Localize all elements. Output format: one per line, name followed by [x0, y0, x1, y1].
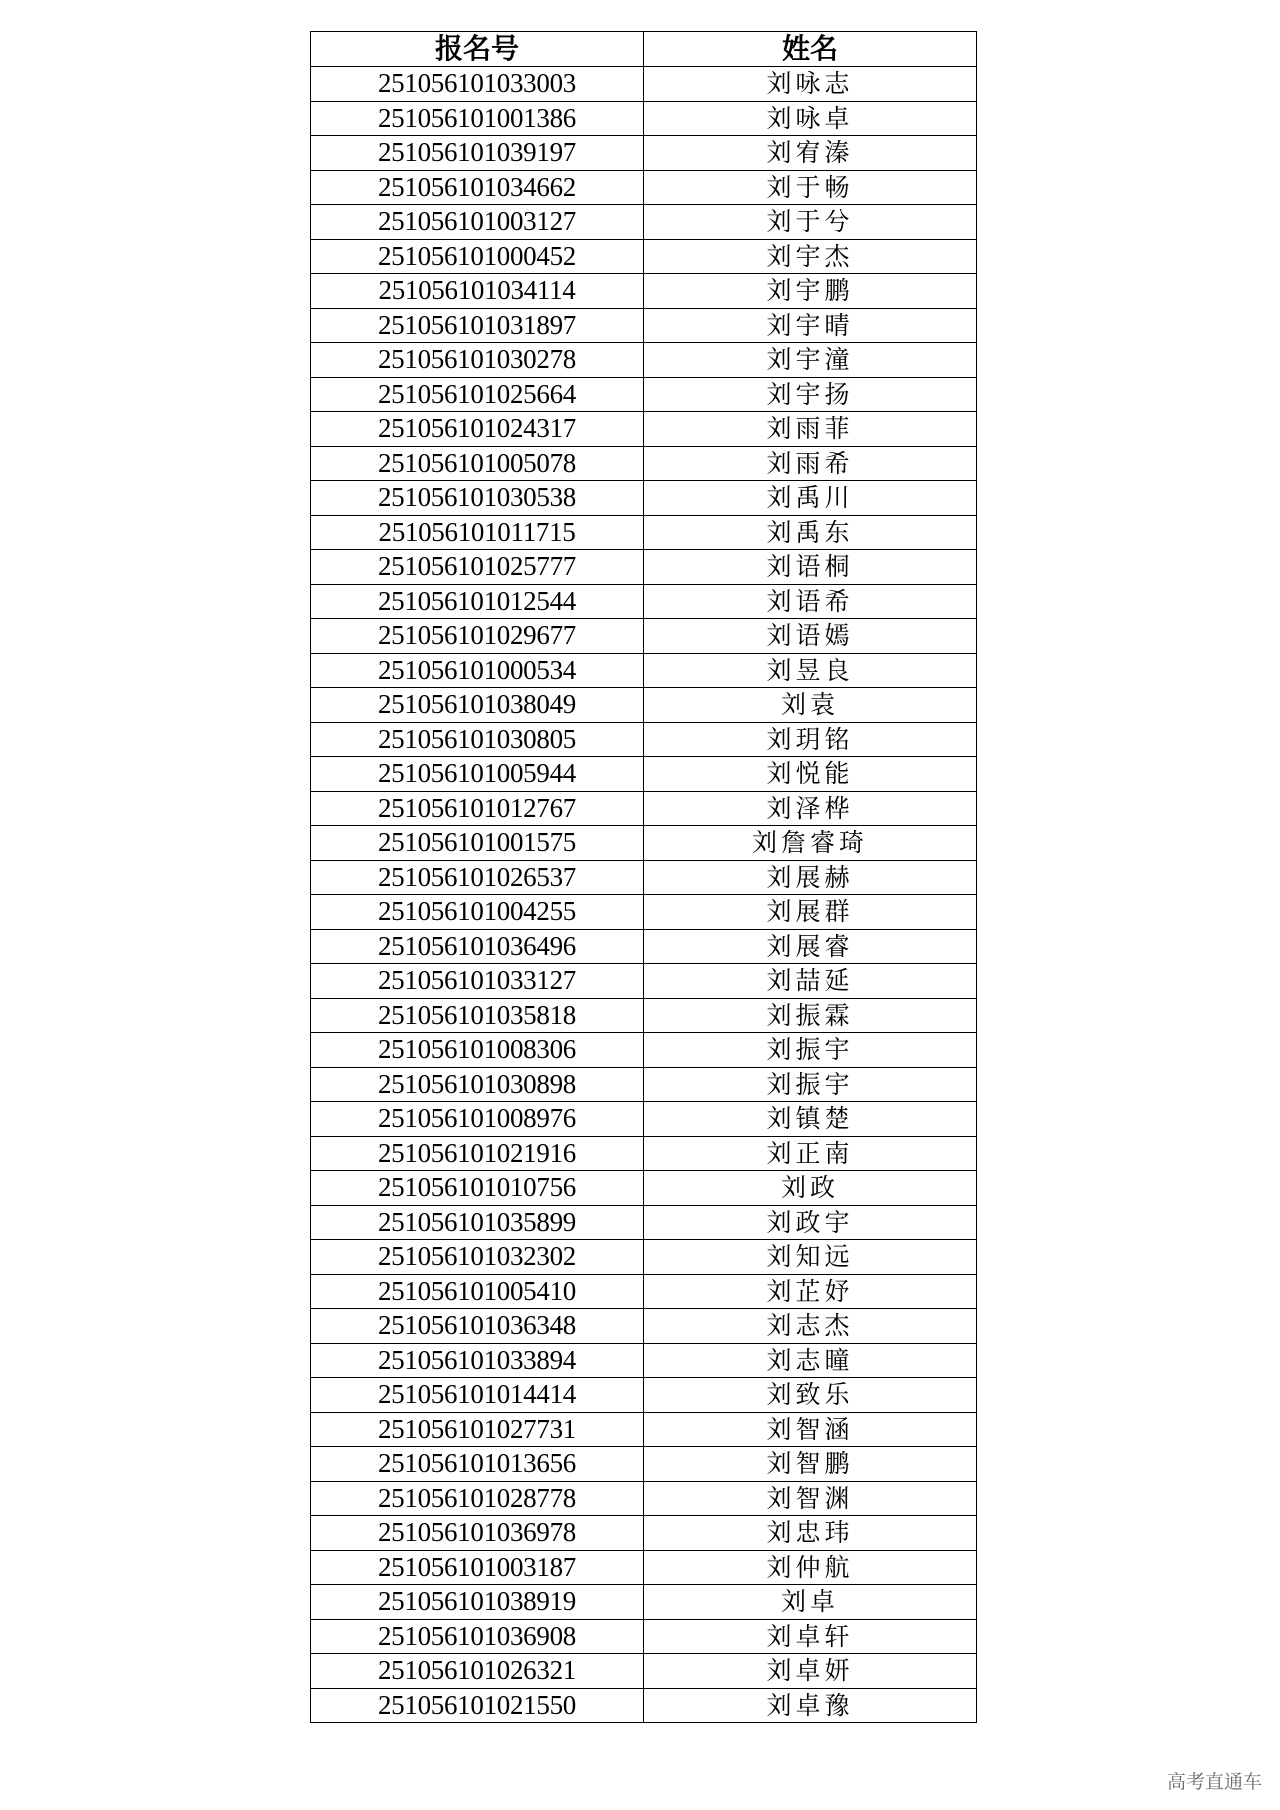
name-cell: 刘振霖: [644, 998, 977, 1033]
name-cell: 刘于畅: [644, 170, 977, 205]
name-cell: 刘志曈: [644, 1343, 977, 1378]
name-cell: 刘卓妍: [644, 1654, 977, 1689]
registration-number-cell: 251056101033003: [311, 67, 644, 102]
table-row: [311, 1136, 977, 1171]
table-row: [311, 136, 977, 171]
name-cell: 刘咏志: [644, 67, 977, 102]
table-row: [311, 412, 977, 447]
registration-number-cell: 251056101005078: [311, 446, 644, 481]
table-row: [311, 343, 977, 378]
registration-number-cell: 251056101003187: [311, 1550, 644, 1585]
registration-number-cell: 251056101021550: [311, 1688, 644, 1723]
registration-table: [310, 31, 977, 1723]
registration-number-cell: 251056101000452: [311, 239, 644, 274]
table-row: [311, 1378, 977, 1413]
name-cell: 刘展群: [644, 895, 977, 930]
table-row: [311, 1033, 977, 1068]
table-row: [311, 1412, 977, 1447]
registration-number-cell: 251056101036496: [311, 929, 644, 964]
table-row: [311, 929, 977, 964]
registration-number-cell: 251056101001386: [311, 101, 644, 136]
registration-number-cell: 251056101001575: [311, 826, 644, 861]
table-row: [311, 584, 977, 619]
registration-number-cell: 251056101032302: [311, 1240, 644, 1275]
name-cell: 刘仲航: [644, 1550, 977, 1585]
registration-number-cell: 251056101005410: [311, 1274, 644, 1309]
registration-number-cell: 251056101010756: [311, 1171, 644, 1206]
table-row: [311, 1550, 977, 1585]
registration-number-cell: 251056101030538: [311, 481, 644, 516]
table-row: [311, 1447, 977, 1482]
table-row: [311, 619, 977, 654]
name-cell: 刘振宇: [644, 1067, 977, 1102]
table-row: [311, 1102, 977, 1137]
registration-number-cell: 251056101029677: [311, 619, 644, 654]
table-row: [311, 722, 977, 757]
table-row: [311, 860, 977, 895]
name-cell: 刘玥铭: [644, 722, 977, 757]
table-row: [311, 1343, 977, 1378]
registration-number-cell: 251056101011715: [311, 515, 644, 550]
name-cell: 刘镇楚: [644, 1102, 977, 1137]
name-cell: 刘袁: [644, 688, 977, 723]
name-cell: 刘语桐: [644, 550, 977, 585]
name-cell: 刘致乐: [644, 1378, 977, 1413]
registration-number-cell: 251056101034662: [311, 170, 644, 205]
header-row: [311, 32, 977, 67]
table-row: [311, 170, 977, 205]
table-row: [311, 205, 977, 240]
table-row: [311, 1171, 977, 1206]
registration-number-cell: 251056101033127: [311, 964, 644, 999]
table-body: [311, 67, 977, 1723]
name-cell: 刘泽桦: [644, 791, 977, 826]
name-cell: 刘智鹏: [644, 1447, 977, 1482]
registration-number-cell: 251056101030805: [311, 722, 644, 757]
table-row: [311, 377, 977, 412]
table-row: [311, 481, 977, 516]
name-cell: 刘忠玮: [644, 1516, 977, 1551]
table-row: [311, 1205, 977, 1240]
name-cell: 刘禹川: [644, 481, 977, 516]
registration-number-cell: 251056101025777: [311, 550, 644, 585]
registration-number-cell: 251056101034114: [311, 274, 644, 309]
name-cell: 刘宇晴: [644, 308, 977, 343]
name-cell: 刘志杰: [644, 1309, 977, 1344]
name-cell: 刘展睿: [644, 929, 977, 964]
name-cell: 刘于兮: [644, 205, 977, 240]
table-header: [311, 32, 977, 67]
registration-number-cell: 251056101004255: [311, 895, 644, 930]
table-row: [311, 239, 977, 274]
table-row: [311, 1309, 977, 1344]
registration-number-cell: 251056101008306: [311, 1033, 644, 1068]
registration-number-cell: 251056101028778: [311, 1481, 644, 1516]
name-cell: 刘咏卓: [644, 101, 977, 136]
table-row: [311, 67, 977, 102]
name-cell: 刘政: [644, 1171, 977, 1206]
name-cell: 刘智渊: [644, 1481, 977, 1516]
name-cell: 刘卓轩: [644, 1619, 977, 1654]
registration-number-cell: 251056101036908: [311, 1619, 644, 1654]
name-cell: 刘喆延: [644, 964, 977, 999]
name-cell: 刘振宇: [644, 1033, 977, 1068]
name-cell: 刘宇杰: [644, 239, 977, 274]
registration-number-cell: 251056101033894: [311, 1343, 644, 1378]
table-row: [311, 998, 977, 1033]
name-cell: 刘詹睿琦: [644, 826, 977, 861]
registration-number-cell: 251056101026537: [311, 860, 644, 895]
table-row: [311, 1619, 977, 1654]
table-row: [311, 1240, 977, 1275]
table-row: [311, 1654, 977, 1689]
registration-number-cell: 251056101035899: [311, 1205, 644, 1240]
registration-number-cell: 251056101012544: [311, 584, 644, 619]
registration-number-cell: 251056101003127: [311, 205, 644, 240]
name-cell: 刘政宇: [644, 1205, 977, 1240]
table-row: [311, 308, 977, 343]
registration-number-cell: 251056101036348: [311, 1309, 644, 1344]
table-row: [311, 826, 977, 861]
registration-number-cell: 251056101000534: [311, 653, 644, 688]
registration-number-cell: 251056101014414: [311, 1378, 644, 1413]
registration-number-cell: 251056101030898: [311, 1067, 644, 1102]
registration-number-cell: 251056101005944: [311, 757, 644, 792]
registration-number-cell: 251056101030278: [311, 343, 644, 378]
table-row: [311, 653, 977, 688]
name-cell: 刘知远: [644, 1240, 977, 1275]
name-cell: 刘语希: [644, 584, 977, 619]
name-cell: 刘雨菲: [644, 412, 977, 447]
registration-number-cell: 251056101008976: [311, 1102, 644, 1137]
column-header-registration-number: 报名号: [311, 32, 644, 67]
registration-number-cell: 251056101021916: [311, 1136, 644, 1171]
registration-number-cell: 251056101035818: [311, 998, 644, 1033]
name-cell: 刘智涵: [644, 1412, 977, 1447]
column-header-name: 姓名: [644, 32, 977, 67]
registration-number-cell: 251056101025664: [311, 377, 644, 412]
table-row: [311, 1516, 977, 1551]
table-row: [311, 757, 977, 792]
registration-number-cell: 251056101026321: [311, 1654, 644, 1689]
name-cell: 刘卓豫: [644, 1688, 977, 1723]
name-cell: 刘卓: [644, 1585, 977, 1620]
registration-number-cell: 251056101031897: [311, 308, 644, 343]
name-cell: 刘宥溱: [644, 136, 977, 171]
table-row: [311, 895, 977, 930]
table-row: [311, 515, 977, 550]
table-row: [311, 791, 977, 826]
table-row: [311, 688, 977, 723]
name-cell: 刘禹东: [644, 515, 977, 550]
name-cell: 刘展赫: [644, 860, 977, 895]
name-cell: 刘宇鹏: [644, 274, 977, 309]
table-row: [311, 1067, 977, 1102]
table-row: [311, 274, 977, 309]
name-cell: 刘宇扬: [644, 377, 977, 412]
watermark-text: 高考直通车: [1166, 1771, 1262, 1793]
name-cell: 刘正南: [644, 1136, 977, 1171]
registration-number-cell: 251056101024317: [311, 412, 644, 447]
name-cell: 刘宇潼: [644, 343, 977, 378]
registration-number-cell: 251056101039197: [311, 136, 644, 171]
table-row: [311, 446, 977, 481]
name-cell: 刘语嫣: [644, 619, 977, 654]
name-cell: 刘芷妤: [644, 1274, 977, 1309]
table-row: [311, 550, 977, 585]
table-row: [311, 101, 977, 136]
registration-number-cell: 251056101027731: [311, 1412, 644, 1447]
table-row: [311, 1274, 977, 1309]
registration-number-cell: 251056101036978: [311, 1516, 644, 1551]
table-row: [311, 1481, 977, 1516]
table-row: [311, 1688, 977, 1723]
registration-number-cell: 251056101013656: [311, 1447, 644, 1482]
name-cell: 刘雨希: [644, 446, 977, 481]
table-row: [311, 1585, 977, 1620]
table-row: [311, 964, 977, 999]
name-cell: 刘悦能: [644, 757, 977, 792]
registration-number-cell: 251056101012767: [311, 791, 644, 826]
name-cell: 刘昱良: [644, 653, 977, 688]
registration-number-cell: 251056101038049: [311, 688, 644, 723]
registration-number-cell: 251056101038919: [311, 1585, 644, 1620]
